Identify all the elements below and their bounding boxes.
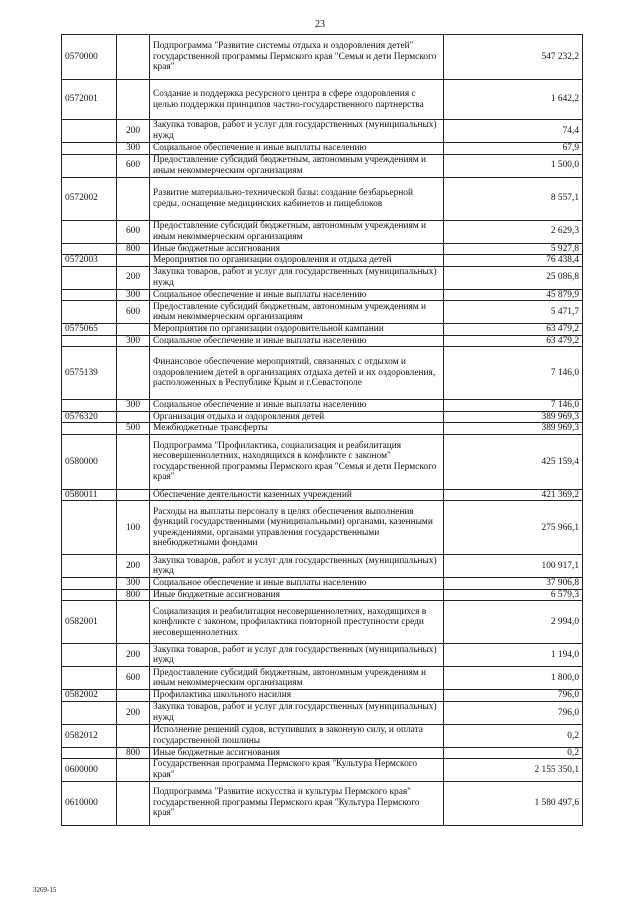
row-code-cell [62, 578, 117, 590]
table-row [62, 690, 583, 702]
row-name-cell: Социальное обеспечение и иные выплаты населению [150, 400, 444, 412]
row-expense-type-cell [117, 35, 150, 80]
row-amount-cell: 63 479,2 [444, 335, 583, 347]
row-expense-type-cell [117, 255, 150, 267]
row-amount-cell: 796,0 [444, 690, 583, 702]
row-code-cell: 0570000 [62, 35, 117, 80]
row-code-cell [62, 143, 117, 155]
row-name-cell: Профилактика школьного насилия [150, 690, 444, 702]
row-expense-type-cell: 100 [117, 501, 150, 555]
row-code-cell: 0575139 [62, 347, 117, 400]
row-expense-type-cell [117, 80, 150, 120]
row-amount-cell: 2 994,0 [444, 601, 583, 644]
row-expense-type-cell: 300 [117, 578, 150, 590]
row-expense-type-cell [117, 434, 150, 489]
row-amount-cell: 0,2 [444, 747, 583, 759]
table-row [62, 555, 583, 578]
table-row [62, 423, 583, 435]
row-expense-type-cell: 600 [117, 220, 150, 243]
row-amount-cell: 389 969,3 [444, 423, 583, 435]
row-amount-cell: 547 232,2 [444, 35, 583, 80]
table-row [62, 400, 583, 412]
row-amount-cell: 2 155 350,1 [444, 759, 583, 781]
table-row [62, 324, 583, 336]
row-name-cell: Закупка товаров, работ и услуг для государственных (муниципальных) нужд [150, 644, 444, 667]
row-code-cell: 0576320 [62, 411, 117, 423]
row-code-cell: 0580011 [62, 489, 117, 501]
table-row [62, 644, 583, 667]
row-amount-cell: 25 086,8 [444, 266, 583, 289]
row-code-cell [62, 335, 117, 347]
row-name-cell: Исполнение решений судов, вступивших в законную силу, и оплата государственной пошлины [150, 724, 444, 747]
row-name-cell: Социальное обеспечение и иные выплаты населению [150, 335, 444, 347]
row-code-cell: 0575065 [62, 324, 117, 336]
row-code-cell [62, 400, 117, 412]
row-amount-cell: 100 917,1 [444, 555, 583, 578]
row-code-cell [62, 120, 117, 143]
row-expense-type-cell [117, 724, 150, 747]
row-expense-type-cell: 200 [117, 555, 150, 578]
table-row [62, 759, 583, 781]
row-name-cell: Закупка товаров, работ и услуг для государственных (муниципальных) нужд [150, 701, 444, 724]
row-name-cell: Расходы на выплаты персоналу в целях обеспечения выполнения функций государственными (муниципальными) органами, казенными учреждениями, органами управления государственными внебюджетными фондами [150, 501, 444, 555]
row-amount-cell: 389 969,3 [444, 411, 583, 423]
row-code-cell [62, 701, 117, 724]
row-name-cell: Социализация и реабилитация несовершеннолетних, находящихся в конфликте с законом, профилактика повторной преступности среди несовершеннолетних [150, 601, 444, 644]
table-row [62, 701, 583, 724]
page-number: 23 [315, 19, 325, 30]
row-name-cell: Предоставление субсидий бюджетным, автономным учреждениям и иным некоммерческим организациям [150, 301, 444, 324]
table-row [62, 489, 583, 501]
row-code-cell: 0572001 [62, 80, 117, 120]
row-amount-cell: 425 159,4 [444, 434, 583, 489]
row-expense-type-cell [117, 489, 150, 501]
table-row [62, 80, 583, 120]
row-amount-cell: 7 146,0 [444, 347, 583, 400]
row-code-cell [62, 501, 117, 555]
row-name-cell: Подпрограмма "Развитие системы отдыха и оздоровления детей" государственной программы Пермского края "Семья и дети Пермского края" [150, 35, 444, 80]
row-name-cell: Закупка товаров, работ и услуг для государственных (муниципальных) нужд [150, 555, 444, 578]
row-expense-type-cell [117, 759, 150, 781]
row-expense-type-cell [117, 177, 150, 220]
row-name-cell: Социальное обеспечение и иные выплаты населению [150, 143, 444, 155]
table-row [62, 177, 583, 220]
table-row [62, 154, 583, 177]
row-name-cell: Иные бюджетные ассигнования [150, 243, 444, 255]
row-code-cell [62, 301, 117, 324]
row-code-cell [62, 154, 117, 177]
row-amount-cell: 37 906,8 [444, 578, 583, 590]
row-amount-cell: 796,0 [444, 701, 583, 724]
table-row [62, 35, 583, 80]
budget-table [61, 34, 583, 826]
row-code-cell: 0572003 [62, 255, 117, 267]
table-row [62, 120, 583, 143]
row-name-cell: Закупка товаров, работ и услуг для государственных (муниципальных) нужд [150, 266, 444, 289]
row-code-cell: 0580000 [62, 434, 117, 489]
row-expense-type-cell: 200 [117, 266, 150, 289]
row-name-cell: Организация отдыха и оздоровления детей [150, 411, 444, 423]
row-name-cell: Социальное обеспечение и иные выплаты населению [150, 578, 444, 590]
table-row [62, 255, 583, 267]
row-code-cell: 0582012 [62, 724, 117, 747]
table-row [62, 781, 583, 825]
row-amount-cell: 63 479,2 [444, 324, 583, 336]
row-expense-type-cell [117, 690, 150, 702]
row-name-cell: Мероприятия по организации оздоровления и отдыха детей [150, 255, 444, 267]
row-code-cell [62, 423, 117, 435]
row-amount-cell: 275 966,1 [444, 501, 583, 555]
row-amount-cell: 1 800,0 [444, 667, 583, 690]
row-name-cell: Предоставление субсидий бюджетным, автономным учреждениям и иным некоммерческим организациям [150, 220, 444, 243]
row-expense-type-cell: 800 [117, 589, 150, 601]
row-amount-cell: 5 927,8 [444, 243, 583, 255]
row-amount-cell: 74,4 [444, 120, 583, 143]
row-name-cell: Подпрограмма "Развитие искусства и культуры Пермского края" государственной программы Пермского края "Культура Пермского края" [150, 781, 444, 825]
table-row [62, 601, 583, 644]
row-expense-type-cell: 300 [117, 400, 150, 412]
row-name-cell: Межбюджетные трансферты [150, 423, 444, 435]
row-amount-cell: 1 500,0 [444, 154, 583, 177]
row-name-cell: Обеспечение деятельности казенных учреждений [150, 489, 444, 501]
row-amount-cell: 5 471,7 [444, 301, 583, 324]
row-expense-type-cell [117, 347, 150, 400]
table-row [62, 243, 583, 255]
row-code-cell: 0572002 [62, 177, 117, 220]
row-code-cell [62, 266, 117, 289]
row-amount-cell: 76 438,4 [444, 255, 583, 267]
row-code-cell [62, 243, 117, 255]
row-code-cell: 0582001 [62, 601, 117, 644]
row-name-cell: Предоставление субсидий бюджетным, автономным учреждениям и иным некоммерческим организациям [150, 154, 444, 177]
row-amount-cell: 1 580 497,6 [444, 781, 583, 825]
row-expense-type-cell: 500 [117, 423, 150, 435]
row-amount-cell: 8 557,1 [444, 177, 583, 220]
table-row [62, 347, 583, 400]
row-amount-cell: 6 579,3 [444, 589, 583, 601]
row-name-cell: Подпрограмма "Профилактика, социализация и реабилитация несовершеннолетних, находящихся в конфликте с законом" государственной программы Пермского края "Семья и дети Пермского края" [150, 434, 444, 489]
document-footer-code: 3269-15 [33, 886, 57, 894]
row-expense-type-cell: 200 [117, 644, 150, 667]
table-row [62, 724, 583, 747]
row-code-cell [62, 644, 117, 667]
row-name-cell: Закупка товаров, работ и услуг для государственных (муниципальных) нужд [150, 120, 444, 143]
row-expense-type-cell: 600 [117, 667, 150, 690]
row-expense-type-cell: 800 [117, 243, 150, 255]
row-name-cell: Финансовое обеспечение мероприятий, связанных с отдыхом и оздоровлением детей в организациях отдыха детей и их оздоровления, расположенных в Республике Крым и г.Севастополе [150, 347, 444, 400]
row-name-cell: Государственная программа Пермского края "Культура Пермского края" [150, 759, 444, 781]
row-code-cell: 0582002 [62, 690, 117, 702]
row-name-cell: Иные бюджетные ассигнования [150, 589, 444, 601]
row-code-cell [62, 589, 117, 601]
row-expense-type-cell [117, 781, 150, 825]
row-expense-type-cell [117, 411, 150, 423]
table-row [62, 143, 583, 155]
row-name-cell: Развитие материально-технической базы: создание безбарьерной среды, оснащение медицинских кабинетов и пищеблоков [150, 177, 444, 220]
row-code-cell [62, 220, 117, 243]
table-row [62, 411, 583, 423]
row-code-cell [62, 667, 117, 690]
row-expense-type-cell [117, 601, 150, 644]
row-expense-type-cell [117, 324, 150, 336]
row-code-cell [62, 747, 117, 759]
table-row [62, 667, 583, 690]
row-amount-cell: 0,2 [444, 724, 583, 747]
table-row [62, 266, 583, 289]
row-code-cell [62, 555, 117, 578]
row-code-cell: 0610000 [62, 781, 117, 825]
row-code-cell: 0600000 [62, 759, 117, 781]
table-row [62, 434, 583, 489]
row-amount-cell: 421 369,2 [444, 489, 583, 501]
table-row [62, 578, 583, 590]
row-name-cell: Создание и поддержка ресурсного центра в сфере оздоровления с целью поддержки принципов частно-государственного партнерства [150, 80, 444, 120]
row-expense-type-cell: 200 [117, 120, 150, 143]
table-row [62, 289, 583, 301]
row-name-cell: Иные бюджетные ассигнования [150, 747, 444, 759]
row-amount-cell: 7 146,0 [444, 400, 583, 412]
table-row [62, 501, 583, 555]
row-expense-type-cell: 800 [117, 747, 150, 759]
row-amount-cell: 1 194,0 [444, 644, 583, 667]
table-row [62, 335, 583, 347]
row-name-cell: Мероприятия по организации оздоровительной кампании [150, 324, 444, 336]
row-expense-type-cell: 600 [117, 154, 150, 177]
row-expense-type-cell: 300 [117, 335, 150, 347]
row-expense-type-cell: 600 [117, 301, 150, 324]
budget-table-body [62, 35, 583, 826]
table-row [62, 301, 583, 324]
row-expense-type-cell: 300 [117, 143, 150, 155]
row-name-cell: Предоставление субсидий бюджетным, автономным учреждениям и иным некоммерческим организациям [150, 667, 444, 690]
row-amount-cell: 67,9 [444, 143, 583, 155]
table-row [62, 747, 583, 759]
row-name-cell: Социальное обеспечение и иные выплаты населению [150, 289, 444, 301]
table-row [62, 220, 583, 243]
row-code-cell [62, 289, 117, 301]
table-row [62, 589, 583, 601]
row-amount-cell: 45 879,9 [444, 289, 583, 301]
row-expense-type-cell: 200 [117, 701, 150, 724]
row-amount-cell: 1 642,2 [444, 80, 583, 120]
row-expense-type-cell: 300 [117, 289, 150, 301]
row-amount-cell: 2 629,3 [444, 220, 583, 243]
